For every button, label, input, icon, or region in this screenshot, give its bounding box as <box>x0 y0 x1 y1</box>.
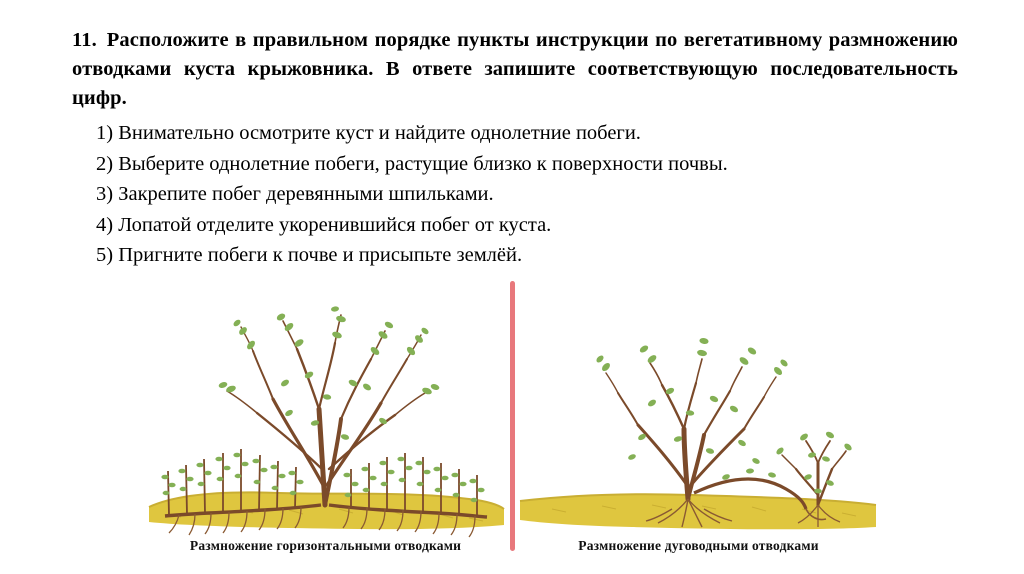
panel-arc-layering <box>512 279 885 563</box>
page-bottom-strip <box>0 566 1024 574</box>
panel-divider <box>510 281 515 551</box>
figure-inner <box>139 279 885 563</box>
daughter-bush-stems <box>782 441 846 505</box>
question-number: 11. <box>72 29 97 51</box>
question-text: Расположите в правильном порядке пункты инструкции по вегетативному размножению отводками куста крыжовника. В ответе запишите соответствующую последовательность цифр. <box>72 29 958 110</box>
bush-stems <box>227 315 425 505</box>
list-item: 2) Выберите однолетние побеги, растущие близко к поверхности почвы. <box>96 152 728 175</box>
list-item: 4) Лопатой отделите укоренившийся побег от куста. <box>96 213 552 236</box>
arc-layering-drawing <box>512 279 885 563</box>
panel-horizontal-layering <box>139 279 512 563</box>
list-item: 1) Внимательно осмотрите куст и найдите однолетние побеги. <box>96 122 641 145</box>
panel-caption-horizontal: Размножение горизонтальными отводками <box>189 538 462 553</box>
figure-illustration <box>0 279 1024 574</box>
panel-caption-arc: Размножение дуговодными отводками <box>578 538 819 553</box>
list-item: 3) Закрепите побег деревянными шпильками. <box>96 183 494 206</box>
question-title <box>72 26 958 113</box>
list-item: 5) Пригните побеги к почве и присыпьте землёй. <box>96 244 523 267</box>
instruction-steps-list <box>72 118 958 271</box>
daughter-bush-leaves <box>775 430 853 493</box>
horizontal-layering-drawing <box>139 279 512 563</box>
